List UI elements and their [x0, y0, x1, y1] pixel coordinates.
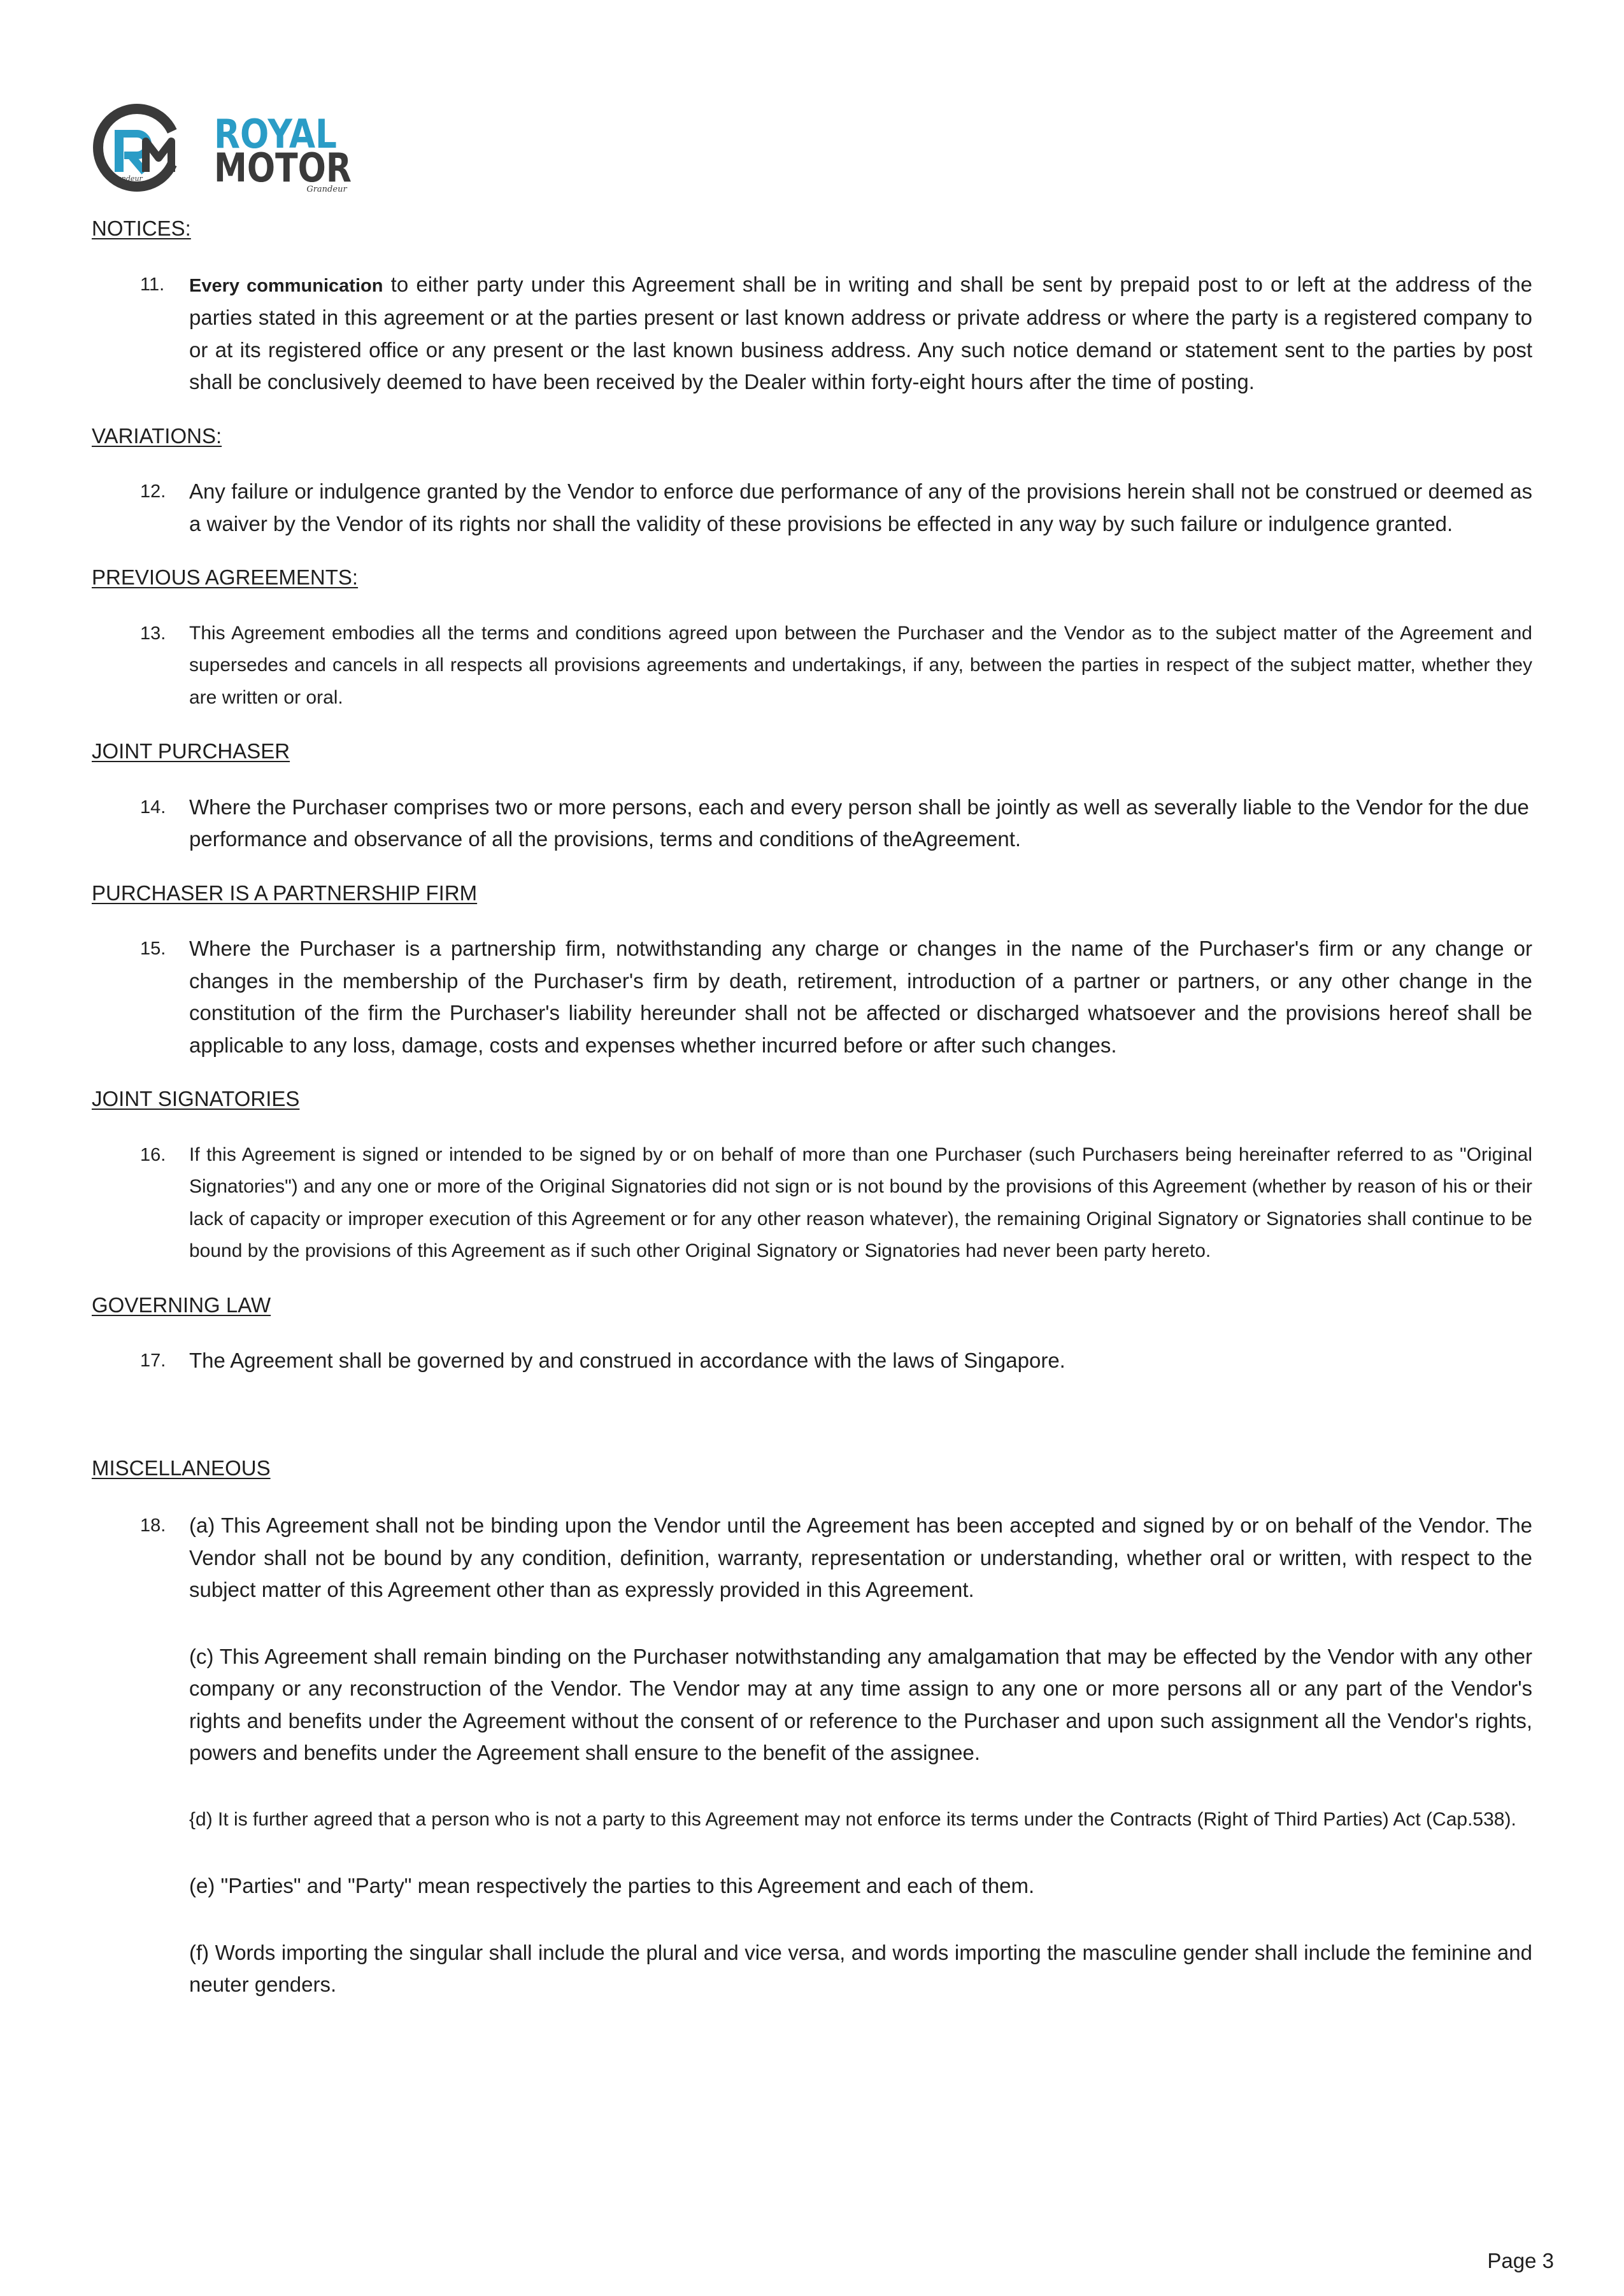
clause-number: 15. [140, 939, 166, 959]
clause-number: 11. [140, 274, 165, 295]
clause-text: If this Agreement is signed or intended to be signed by or on behalf of more than one Purchaser (such Purchasers being hereinafter referred to as "Original Signatories") and any one or more of the Original Signatories did not sign or is not bound by the provisions of this Agreement (whether by reason of his or their lack of capacity or improper execution of this Agreement or for any other reason whatever), the remaining Original Signatory or Signatories shall continue to be bound by the provisions of this Agreement as if such other Original Signatory or Signatories had never been party hereto. [189, 1144, 1532, 1261]
clause-text: This Agreement embodies all the terms and conditions agreed upon between the Purchaser and the Vendor as to the subject matter of the Agreement and supersedes and cancels in all respects all provisions agreements and undertakings, if any, between the parties in respect of the subject matter, whether they are written or oral. [189, 622, 1532, 708]
clause-number: 14. [140, 797, 166, 818]
section-notices [92, 213, 1532, 399]
clause-text [189, 269, 1532, 399]
clause-paragraph-f: (f) Words importing the singular shall include the plural and vice versa, and words importing the masculine gender shall include the feminine and neuter genders. [189, 1940, 1532, 1996]
clause-14 [92, 791, 1532, 856]
section-previous-agreements [92, 562, 1532, 714]
section-heading: GOVERNING LAW [92, 1293, 271, 1317]
clause-paragraph-d: {d) It is further agreed that a person who is not a party to this Agreement may not enforce its terms under the Contracts (Right of Third Parties) Act (Cap.538). [189, 1808, 1516, 1830]
section-heading: PREVIOUS AGREEMENTS: [92, 565, 359, 589]
clause-text: The Agreement shall be governed by and construed in accordance with the laws of Singapore. [189, 1349, 1065, 1372]
clause-text: Where the Purchaser is a partnership firm, notwithstanding any charge or changes in the name of the Purchaser's firm or any change or changes in the membership of the Purchaser's firm by death, retirement, introduction of a partner or partners, or any other change in the constitution of the firm the Purchaser's liability hereunder shall not be affected or discharged whatsoever and the provisions hereof shall be applicable to any loss, damage, costs and expenses whether incurred before or after such changes. [189, 937, 1532, 1057]
clause-number: 18. [140, 1515, 166, 1536]
clause-11 [92, 269, 1532, 399]
section-governing-law [92, 1289, 1532, 1377]
section-miscellaneous [92, 1452, 1532, 2001]
clause-paragraph-c: (c) This Agreement shall remain binding on the Purchaser notwithstanding any amalgamation that may be effected by the Vendor with any other company or any reconstruction of the Vendor. The Vendor may at any time assign to any one or more persons all or any part of the Vendor's rights and benefits under the Agreement without the consent of or reference to the Purchaser and upon such assignment all the Vendor's rights, powers and benefits under the Agreement shall ensure to the benefit of the assignee. [189, 1644, 1532, 1764]
section-joint-purchaser [92, 735, 1532, 856]
page-number: Page 3 [1487, 2249, 1554, 2272]
section-joint-signatories [92, 1083, 1532, 1268]
clause-paragraph-a: (a) This Agreement shall not be binding upon the Vendor until the Agreement has been accepted and signed by or on behalf of the Vendor. The Vendor shall not be bound by any condition, definition, warranty, representation or understanding, whether oral or written, with respect to the subject matter of this Agreement other than as expressly provided in this Agreement. [189, 1513, 1532, 1601]
clause-body-text: to either party under this Agreement shall be in writing and shall be sent by prepaid post to or left at the address of the parties stated in this agreement or at the parties present or last known address or private address or where the party is a registered company to or at its registered office or any present or the last known business address. Any such notice demand or statement sent to the parties by post shall be conclusively deemed to have been received by the Dealer within forty-eight hours after the time of posting. [189, 272, 1532, 393]
section-partnership-firm [92, 877, 1532, 1062]
clause-paragraph-e: (e) "Parties" and "Party" mean respectively the parties to this Agreement and each of them. [189, 1874, 1035, 1897]
clause-13 [92, 618, 1532, 714]
clause-lead-text: Every communication [189, 275, 383, 296]
clause-text: Any failure or indulgence granted by the Vendor to enforce due performance of any of the provisions herein shall not be construed or deemed as a waiver by the Vendor of its rights nor shall the validity of these provisions be effected in any way by such failure or indulgence granted. [189, 479, 1532, 535]
clause-number: 13. [140, 623, 166, 644]
clause-16 [92, 1139, 1532, 1268]
logo-motor-text: MOTOR [214, 145, 352, 191]
section-heading: JOINT PURCHASER [92, 739, 290, 763]
clause-15 [92, 933, 1532, 1061]
clause-17 [92, 1345, 1532, 1377]
agreement-body [92, 213, 1532, 2001]
clause-12 [92, 476, 1532, 540]
clause-number: 17. [140, 1350, 166, 1371]
section-heading: JOINT SIGNATORIES [92, 1087, 300, 1110]
logo-monogram-tagline: Grandeur [108, 174, 143, 183]
royal-motor-logo [80, 101, 360, 202]
section-heading: PURCHASER IS A PARTNERSHIP FIRM [92, 881, 478, 905]
section-variations [92, 420, 1532, 541]
section-heading: VARIATIONS: [92, 423, 222, 448]
clause-text: Where the Purchaser comprises two or more persons, each and every person shall be jointly as well as severally liable to the Vendor for the due performance and observance of all the provisions, terms and conditions of theAgreement. [189, 795, 1529, 851]
clause-number: 16. [140, 1144, 166, 1165]
clause-number: 12. [140, 481, 166, 502]
section-heading: NOTICES: [92, 216, 191, 240]
section-heading: MISCELLANEOUS [92, 1456, 271, 1480]
rm-monogram-icon [98, 109, 172, 187]
logo-royal-text: ROYAL [214, 111, 337, 157]
clause-18 [92, 1510, 1532, 2001]
logo-tagline: Grandeur [306, 185, 347, 194]
